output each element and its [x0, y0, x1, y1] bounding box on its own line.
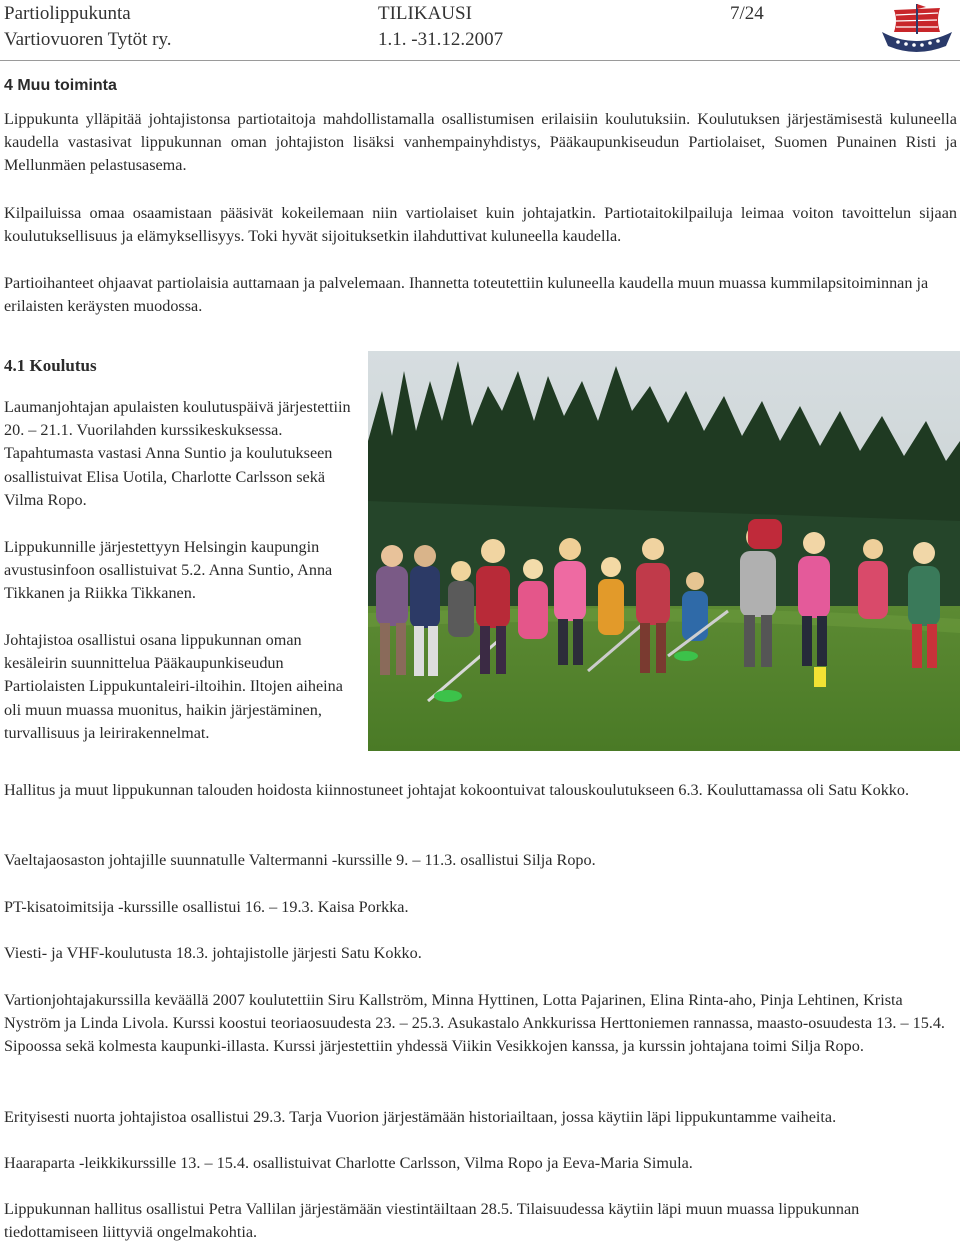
paragraph-viestintailta: Lippukunnan hallitus osallistui Petra Vallilan järjestämään viestintäiltaan 28.5. Tilaisuudessa käytiin läpi muun muassa lippukunnan tiedottamiseen liittyviä ongelmakohtia. — [4, 1200, 860, 1242]
paragraph-laumanjohtaja: Laumanjohtajan apulaisten koulutuspäivä järjestettiin 20. – 21.1. Vuorilahden kurssikeskuksessa. Tapahtumasta vastasi Anna Suntio ja koulutukseen osallistuivat Elisa Uotila, Charlotte Carlsson sekä Vilma Ropo. — [4, 398, 351, 509]
paragraph-pt-kisatoimitsija: PT-kisatoimitsija -kurssille osallistui 16. – 19.3. Kaisa Porkka. — [4, 898, 409, 916]
paragraph-haaraparta: Haaraparta -leikkikurssille 13. – 15.4. osallistuivat Charlotte Carlsson, Vilma Ropo ja Eeva-Maria Simula. — [4, 1154, 693, 1172]
header-period: 1.1. -31.12.2007 — [378, 29, 504, 50]
header-org-sub: Vartiovuoren Tytöt ry. — [4, 29, 172, 50]
header-rule — [0, 60, 960, 61]
paragraph-vartionjohtajakurssi: Vartionjohtajakurssilla keväällä 2007 koulutettiin Siru Kallström, Minna Hyttinen, Lotta Pajarinen, Elina Rinta-aho, Pinja Lehtinen, Krista Nyström ja Linda Livola. Kurssi koostui teoriaosuudesta 23. – 25.3. Asukastalo Ankkurissa Herttoniemen rannassa, maasto-osuudesta 13. – 15.4. Sipoossa sekä kolmesta kaupunki-illasta. Kurssi järjestettiin yhdessä Viikin Vesikkojen kanssa, ja kurssin johtajana toimi Silja Ropo. — [4, 991, 945, 1056]
photo-children-piggyback-game — [368, 351, 960, 751]
paragraph-kilpailut: Kilpailuissa omaa osaamistaan pääsivät kokeilemaan niin vartiolaiset kuin johtajatkin. Partiotaitokilpailuja leimaa voiton tavoittelun sijaan koulutuksellisuus ja elämyksellisyys. Toki hyvät sijoituksetkin ilahduttivat kuluneella kaudella. — [4, 204, 957, 246]
paragraph-koulutukset: Lippukunta ylläpitää johtajistonsa partiotaitoja mahdollistamalla osallistumisen erilaisiin koulutuksiin. Koulutuksen järjestämisestä kuluneella kaudella vastasivat lippukunnan oman johtajiston lisäksi vanhempainyhdistys, Pääkaupunkiseudun Partiolaiset, Suomen Punainen Risti ja Mellunmäen pelastusasema. — [4, 110, 957, 175]
header-org: Partiolippukunta — [4, 3, 131, 24]
scout-ship-logo-icon — [876, 2, 956, 54]
paragraph-avustusinfo: Lippukunnille järjestettyyn Helsingin kaupungin avustusinfoon osallistuivat 5.2. Anna Suntio, Anna Tikkanen ja Riikka Tikkanen. — [4, 538, 333, 603]
paragraph-valtermanni: Vaeltajaosaston johtajille suunnatulle Valtermanni -kurssille 9. – 11.3. osallistui Silja Ropo. — [4, 851, 596, 869]
paragraph-partioihanteet: Partioihanteet ohjaavat partiolaisia auttamaan ja palvelemaan. Ihannetta toteutettiin kuluneella kaudella muun muassa kummilapsitoiminnan ja erilaisten keräysten muodossa. — [4, 274, 929, 316]
paragraph-historiailta: Erityisesti nuorta johtajistoa osallistui 29.3. Tarja Vuorion järjestämään historiailtaan, jossa käytiin läpi lippukuntamme vaiheita. — [4, 1108, 837, 1126]
paragraph-kesaleiri: Johtajistoa osallistui osana lippukunnan oman kesäleirin suunnittelua Pääkaupunkiseudun Partiolaisten Lippukuntaleiri-iltoihin. Iltojen aiheina oli muun muassa muonitus, haikin järjestäminen, turvallisuus ja leirirakennelmat. — [4, 631, 343, 742]
paragraph-viesti-vhf: Viesti- ja VHF-koulutusta 18.3. johtajistolle järjesti Satu Kokko. — [4, 944, 422, 962]
header-title: TILIKAUSI — [378, 3, 472, 24]
section-heading-koulutus: 4.1 Koulutus — [4, 356, 97, 375]
paragraph-talouskoulutus: Hallitus ja muut lippukunnan talouden hoidosta kiinnostuneet johtajat kokoontuivat talouskoulutukseen 6.3. Kouluttamassa oli Satu Kokko. — [4, 781, 910, 799]
section-heading-muu-toiminta: 4 Muu toiminta — [4, 77, 117, 94]
page-number: 7/24 — [730, 3, 764, 24]
